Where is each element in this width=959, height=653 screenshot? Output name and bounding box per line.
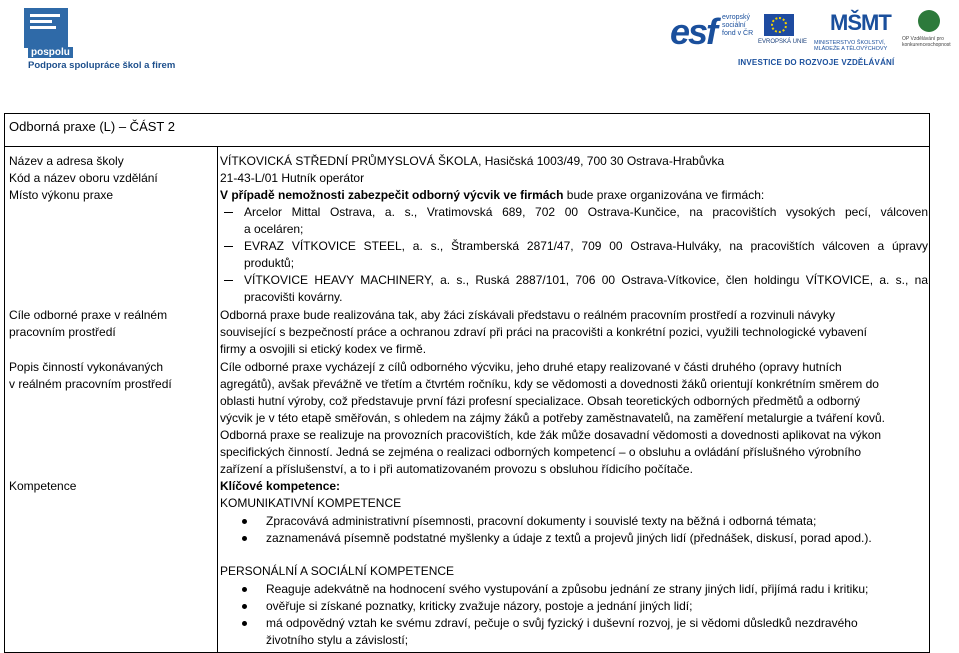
place-item-line1: Arcelor Mittal Ostrava, a. s., Vratimovská 689, 702 00 Ostrava-Kunčice, na pracovištích vysokých pecí, válcoven <box>244 205 928 219</box>
place-item-line2: pracovišti kovárny. <box>244 290 343 304</box>
activities-line: agregátů), avšak převážně ve třetím a čtvrtém ročníku, kdy se vědomosti a dovednosti žáků orientují konkrétním směrem do <box>220 377 879 391</box>
op-logo <box>902 36 958 54</box>
key-competences-heading: Klíčové kompetence: <box>220 479 341 493</box>
goals-line: související s bezpečností práce a ochranou zdraví při práci na pracovišti a konkrétní pozici, využili technologické vybavení <box>220 325 867 339</box>
practice-table <box>4 113 930 653</box>
place-intro-rest: bude praxe organizována ve firmách: <box>563 188 765 202</box>
place-intro-bold: V případě nemožnosti zabezpečit odborný výcvik ve firmách <box>220 188 564 202</box>
activities-line: specifických činností. Jedná se zejména o realizaci odborných kompetencí – o obsluhu a ovládání příslušného výrobního <box>220 445 862 459</box>
bullet-icon <box>242 587 247 592</box>
communicative-heading: KOMUNIKATIVNÍ KOMPETENCE <box>220 496 402 510</box>
msmt-symbol: MŠMT <box>830 10 891 35</box>
label-place: Místo výkonu praxe <box>9 188 114 202</box>
activities-line: Odborná praxe se realizuje na provozních pracovištích, kde žák může dosavadní vědomosti a dovednosti aplikovat na výkon <box>220 428 882 442</box>
place-intro <box>220 187 764 204</box>
activities-line: výcvik je v této etapě směřován, s ohledem na zájmy žáků a potřeby zaměstnavatelů, na zaměření metalurgie a tváření kovů. <box>220 411 885 425</box>
dash-icon <box>224 212 233 213</box>
dash-icon <box>224 280 233 281</box>
activities-line: zařízení a příslušenství, a to i při automatizovaném provozu s obsluhou řídicího počítače. <box>220 462 693 476</box>
invest-slogan: INVESTICE DO ROZVOJE VZDĚLÁVÁNÍ <box>738 58 895 67</box>
pospolu-logo <box>24 8 184 70</box>
social-item: ověřuje si získané poznatky, kriticky zvažuje názory, postoje a jednání jiných lidí; <box>266 599 693 613</box>
label-goals-line1: Cíle odborné praxe v reálném <box>9 308 168 322</box>
bullet-icon <box>242 604 247 609</box>
msmt-text: MINISTERSTVO ŠKOLSTVÍ, MLÁDEŽE A TĚLOVÝCHOVY <box>814 40 888 52</box>
label-competences: Kompetence <box>9 479 77 493</box>
place-item-line1: VÍTKOVICE HEAVY MACHINERY, a. s., Ruská 2887/101, 706 00 Ostrava-Vítkovice, člen holdingu VÍTKOVICE, a. s., na <box>244 273 928 287</box>
communicative-item: Zpracovává administrativní písemnosti, pracovní dokumenty i souvislé texty na běžná i odborná témata; <box>266 514 817 528</box>
label-column <box>5 147 218 652</box>
bullet-icon <box>242 621 247 626</box>
label-field: Kód a název oboru vzdělání <box>9 171 158 185</box>
esf-mark: esf <box>670 11 717 52</box>
label-activities-line1: Popis činností vykonávaných <box>9 360 164 374</box>
op-logo-icon <box>918 10 940 32</box>
social-heading: PERSONÁLNÍ A SOCIÁLNÍ KOMPETENCE <box>220 564 455 578</box>
social-item: Reaguje adekvátně na hodnocení svého vystupování a způsobu jednání ze strany jiných lidí, přijímá radu i kritiku; <box>266 582 869 596</box>
label-goals-line2: pracovním prostředí <box>9 325 116 339</box>
content-column <box>220 147 928 652</box>
eu-flag-icon <box>764 14 794 36</box>
school-name-address: VÍTKOVICKÁ STŘEDNÍ PRŮMYSLOVÁ ŠKOLA, Hasičská 1003/49, 700 30 Ostrava-Hrabůvka <box>220 154 725 168</box>
label-school: Název a adresa školy <box>9 154 124 168</box>
activities-line: Cíle odborné praxe vycházejí z cílů odborného výcviku, jeho druhé etapy realizované v části druhého (opravy hutních <box>220 360 842 374</box>
social-item: má odpovědný vztah ke svému zdraví, pečuje o svůj fyzický i duševní rozvoj, je si vědomi důsledků nezdravého <box>266 616 858 630</box>
dash-icon <box>224 246 233 247</box>
msmt-logo <box>808 10 896 58</box>
goals-line: firmy a osvojili si etický kodex ve firmě. <box>220 342 427 356</box>
document-title: Odborná praxe (L) – ČÁST 2 <box>9 119 175 134</box>
pospolu-tagline: Podpora spolupráce škol a firem <box>28 60 176 71</box>
communicative-item: zaznamenává písemně podstatné myšlenky a údaje z textů a projevů jiných lidí (přednášek, diskusí, porad apod.). <box>266 531 872 545</box>
activities-line: oblasti hutní výroby, což představuje první fázi profesní specializace. Obsah teoretických odborných předmětů a odborný <box>220 394 861 408</box>
title-row <box>5 114 929 147</box>
bullet-icon <box>242 536 247 541</box>
place-item-line1: EVRAZ VÍTKOVICE STEEL, a. s., Štramberská 2871/47, 709 00 Ostrava-Hulváky, na pracovištích válcoven a úpravy <box>244 239 928 253</box>
pospolu-logo-mark <box>24 8 68 48</box>
esf-small-text: evropský sociální fond v ČR <box>722 14 754 37</box>
goals-line: Odborná praxe bude realizována tak, aby žáci získávali představu o reálném pracovním prostředí a rozvinuli návyky <box>220 308 835 322</box>
label-activities-line2: v reálném pracovním prostředí <box>9 377 172 391</box>
op-text: OP Vzdělávání pro konkurenceschopnost <box>902 36 951 48</box>
eu-text: EVROPSKÁ UNIE <box>758 39 808 45</box>
place-item-line2: produktů; <box>244 256 295 270</box>
place-item-line2: a oceláren; <box>244 222 304 236</box>
pospolu-name: pospolu <box>28 47 73 58</box>
social-item-continuation: životního stylu a závislostí; <box>266 633 409 647</box>
bullet-icon <box>242 519 247 524</box>
field-code-name: 21-43-L/01 Hutník operátor <box>220 171 365 185</box>
